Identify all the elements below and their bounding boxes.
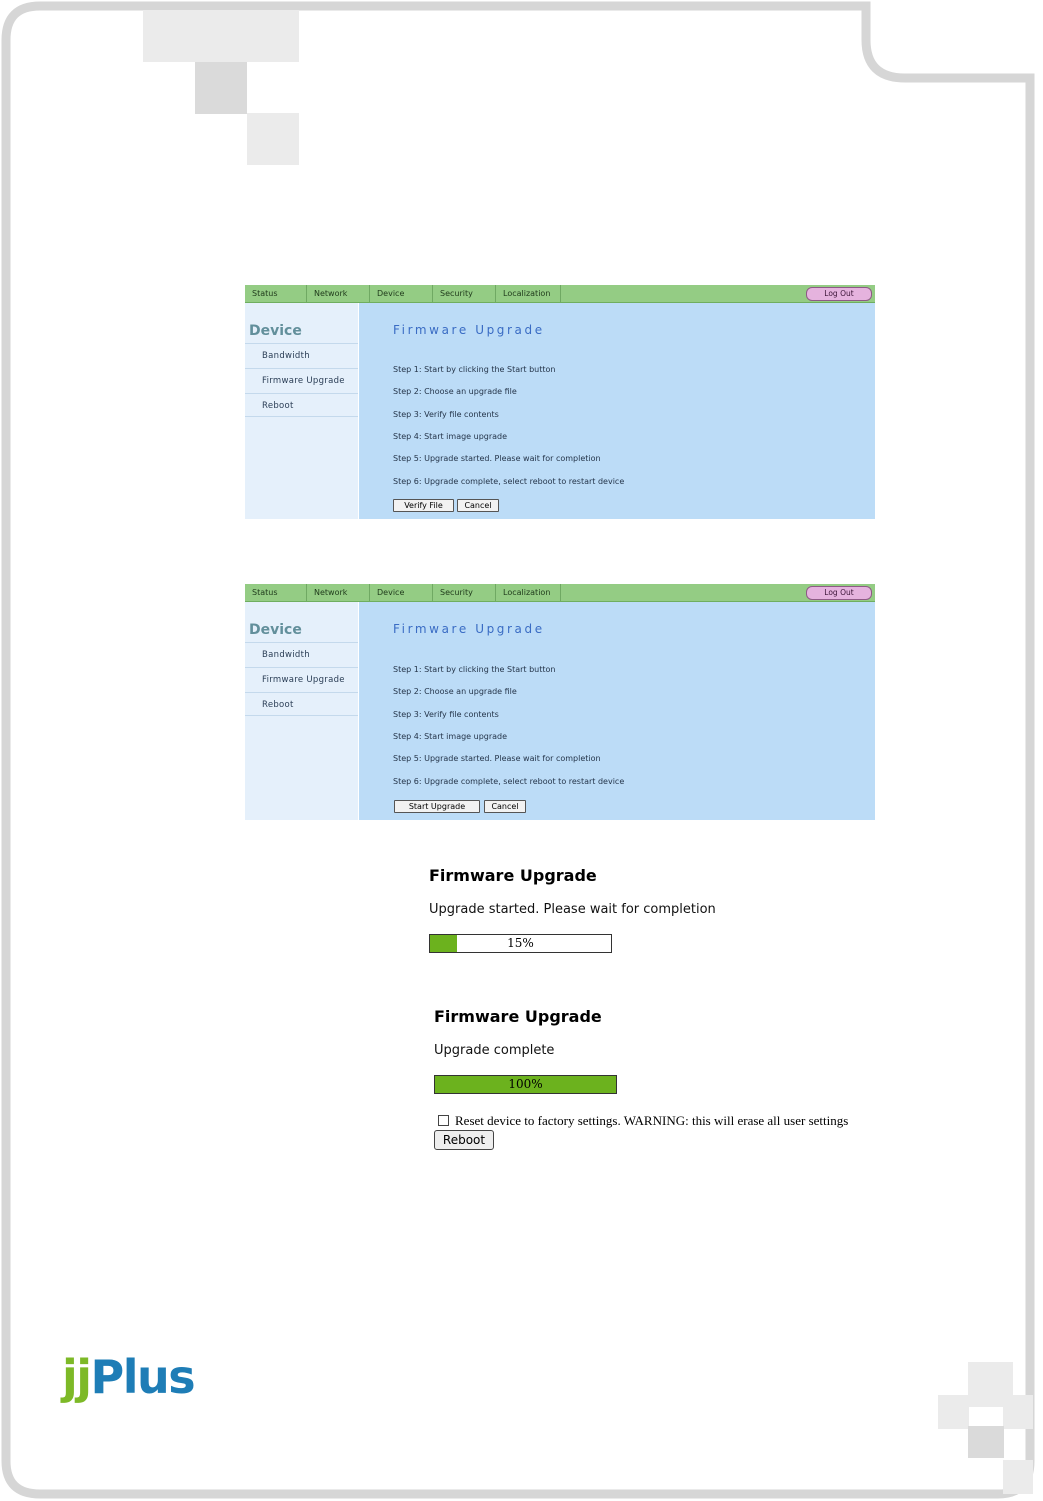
top-nav	[245, 584, 875, 602]
tab-device[interactable]: Device	[370, 285, 433, 302]
sidebar-heading: Device	[249, 323, 302, 339]
step-text: Step 2: Choose an upgrade file	[393, 687, 517, 696]
progress-label: 100%	[508, 1077, 543, 1091]
progress-title: Firmware Upgrade	[429, 866, 597, 885]
jjplus-logo	[62, 1350, 194, 1404]
tab-network[interactable]: Network	[307, 285, 370, 302]
sidebar	[245, 602, 358, 820]
logout-button[interactable]: Log Out	[806, 287, 872, 301]
step-text: Step 6: Upgrade complete, select reboot to restart device	[393, 777, 625, 786]
step-text: Step 6: Upgrade complete, select reboot to restart device	[393, 477, 625, 486]
tab-localization[interactable]: Localization	[496, 584, 561, 601]
deco-square	[143, 10, 195, 62]
main-panel	[359, 303, 875, 519]
screenshot-verify-file	[245, 285, 875, 519]
deco-square	[968, 1426, 1004, 1458]
logout-button[interactable]: Log Out	[806, 586, 872, 600]
reset-factory-checkbox[interactable]	[438, 1115, 449, 1126]
logo-jj: jj	[62, 1350, 91, 1404]
progress-status: Upgrade started. Please wait for completion	[429, 902, 716, 917]
main-panel	[359, 602, 875, 820]
start-upgrade-button[interactable]: Start Upgrade	[394, 800, 480, 813]
step-text: Step 1: Start by clicking the Start button	[393, 665, 556, 674]
page-title: Firmware Upgrade	[393, 622, 545, 636]
tab-device[interactable]: Device	[370, 584, 433, 601]
step-text: Step 5: Upgrade started. Please wait for completion	[393, 754, 601, 763]
cancel-button[interactable]: Cancel	[457, 499, 499, 512]
progress-title: Firmware Upgrade	[434, 1007, 602, 1026]
tab-security[interactable]: Security	[433, 285, 496, 302]
step-text: Step 5: Upgrade started. Please wait for completion	[393, 454, 601, 463]
sidebar-item-bandwidth[interactable]: Bandwidth	[245, 642, 358, 666]
verify-file-button[interactable]: Verify File	[393, 499, 454, 512]
step-text: Step 3: Verify file contents	[393, 710, 499, 719]
tab-network[interactable]: Network	[307, 584, 370, 601]
deco-square	[938, 1395, 969, 1429]
step-text: Step 4: Start image upgrade	[393, 432, 508, 441]
deco-square	[247, 10, 299, 62]
progress-label: 15%	[507, 936, 534, 950]
logo-plus: Plus	[90, 1350, 195, 1404]
sidebar-heading: Device	[249, 622, 302, 638]
tab-security[interactable]: Security	[433, 584, 496, 601]
deco-square	[1003, 1460, 1033, 1494]
step-text: Step 2: Choose an upgrade file	[393, 387, 517, 396]
deco-square	[247, 113, 299, 165]
step-text: Step 1: Start by clicking the Start button	[393, 365, 556, 374]
tab-status[interactable]: Status	[245, 285, 307, 302]
top-nav	[245, 285, 875, 303]
progress-bar	[434, 1075, 617, 1094]
page-title: Firmware Upgrade	[393, 323, 545, 337]
sidebar-item-reboot[interactable]: Reboot	[245, 692, 358, 716]
reset-factory-label: Reset device to factory settings. WARNING: this will erase all user settings	[455, 1113, 849, 1128]
deco-square	[195, 10, 247, 62]
step-text: Step 3: Verify file contents	[393, 410, 499, 419]
tab-status[interactable]: Status	[245, 584, 307, 601]
deco-square	[1003, 1395, 1033, 1429]
sidebar-item-bandwidth[interactable]: Bandwidth	[245, 343, 358, 367]
progress-bar	[429, 934, 612, 953]
sidebar-item-firmware-upgrade[interactable]: Firmware Upgrade	[245, 667, 358, 691]
screenshot-start-upgrade	[245, 584, 875, 820]
tab-localization[interactable]: Localization	[496, 285, 561, 302]
sidebar-item-firmware-upgrade[interactable]: Firmware Upgrade	[245, 368, 358, 392]
cancel-button[interactable]: Cancel	[484, 800, 526, 813]
reboot-button[interactable]: Reboot	[434, 1130, 494, 1150]
deco-square	[195, 62, 247, 114]
sidebar	[245, 303, 358, 519]
progress-status: Upgrade complete	[434, 1043, 555, 1058]
step-text: Step 4: Start image upgrade	[393, 732, 508, 741]
sidebar-item-reboot[interactable]: Reboot	[245, 393, 358, 417]
